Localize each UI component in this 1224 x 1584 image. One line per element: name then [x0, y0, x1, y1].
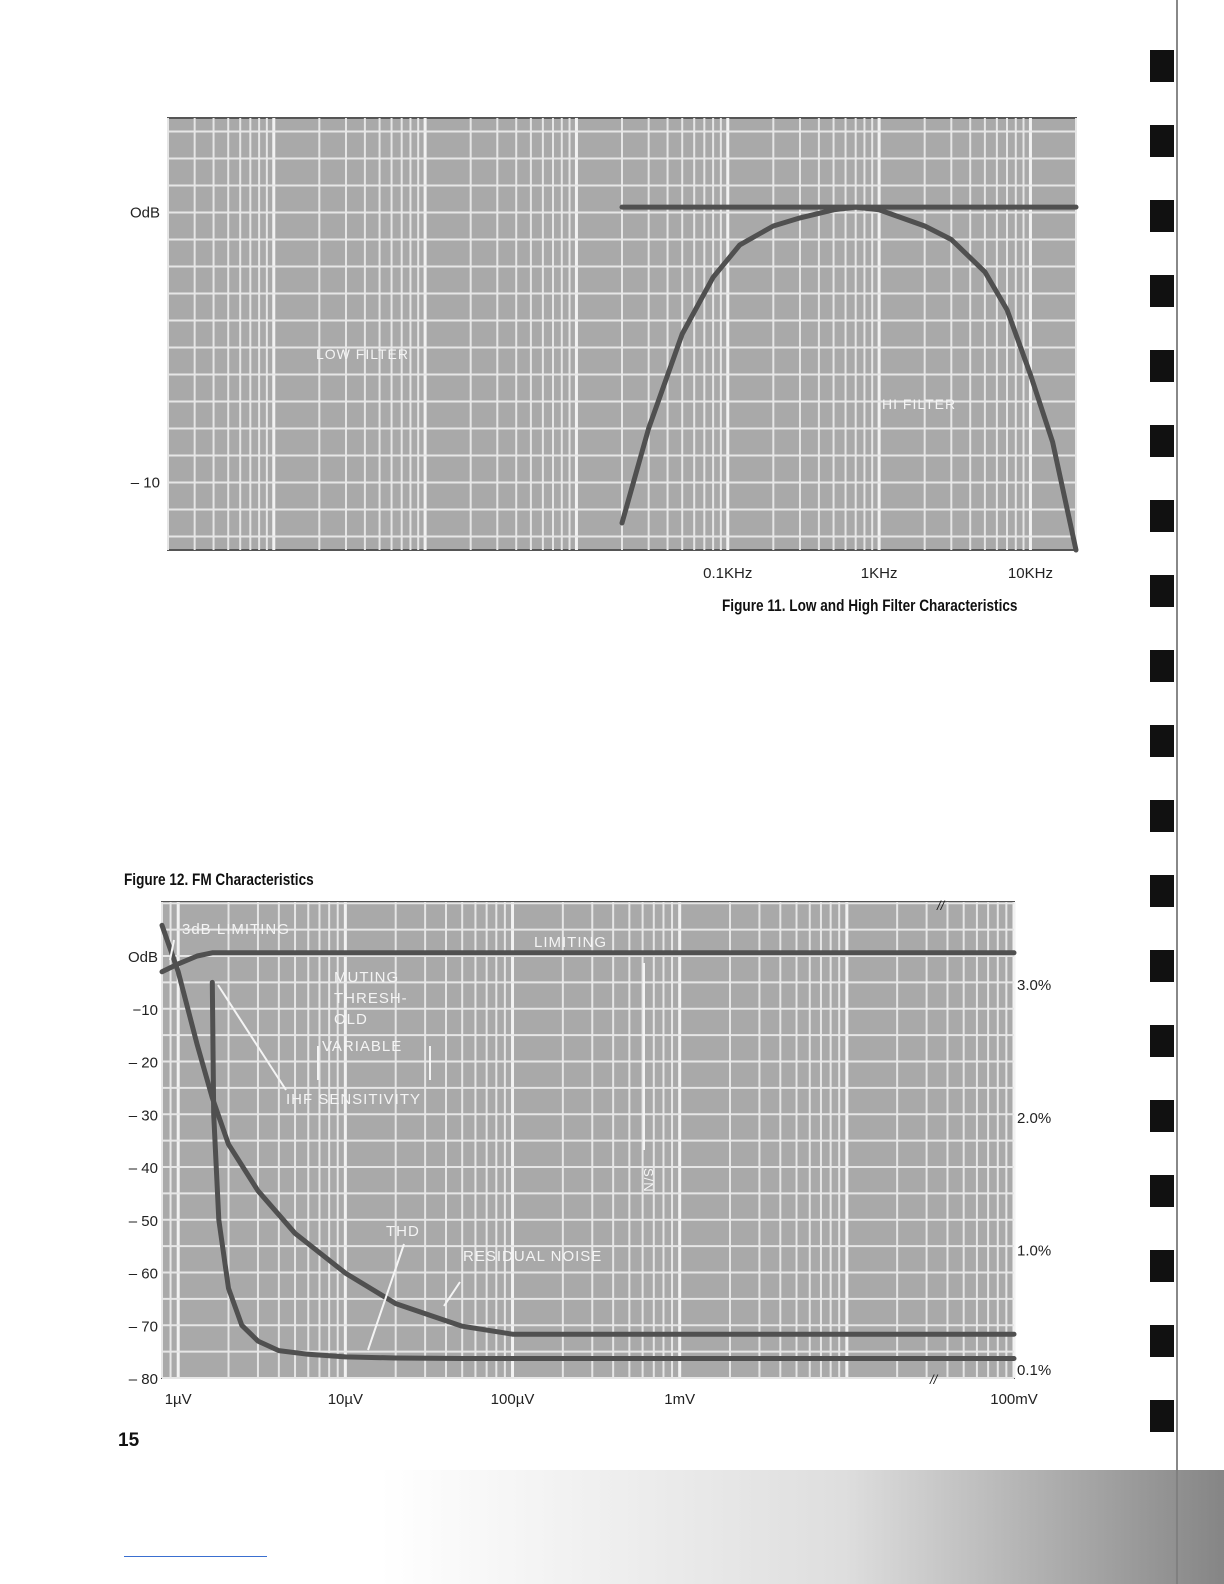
label-limiting: LIMITING — [534, 934, 608, 951]
binding-hole — [1150, 350, 1174, 382]
label-3db-limiting: 3dB LIMITING — [182, 921, 290, 938]
y2-tick-label: 0.1% — [1017, 1362, 1052, 1379]
y-tick-label: – 60 — [128, 1265, 158, 1283]
y-tick-label: −10 — [132, 1001, 158, 1019]
y2-tick-label: 3.0% — [1017, 977, 1052, 994]
label-thresh: THRESH- — [334, 990, 408, 1007]
axis-break-mark: // — [930, 1372, 938, 1387]
x-tick-label: 1mV — [664, 1391, 696, 1408]
binding-hole — [1150, 425, 1174, 457]
binding-hole — [1150, 1175, 1174, 1207]
x-tick-label: 10µV — [327, 1391, 364, 1408]
binding-hole — [1150, 1100, 1174, 1132]
hi-filter-label: HI FILTER — [882, 396, 957, 412]
footer-rule — [124, 1556, 267, 1557]
y-tick-label: – 10 — [130, 474, 160, 492]
binding-hole — [1150, 1325, 1174, 1357]
binding-hole — [1150, 50, 1174, 82]
y-tick-label: – 50 — [128, 1212, 158, 1230]
spiral-binding — [1150, 0, 1224, 1584]
y-tick-label: OdB — [129, 204, 160, 222]
x-tick-label: 1KHz — [860, 565, 898, 582]
y-tick-label: – 70 — [128, 1318, 158, 1336]
y-tick-label: – 80 — [128, 1371, 158, 1388]
binding-hole — [1150, 1250, 1174, 1282]
low-filter-label: LOW FILTER — [316, 346, 409, 362]
x-tick-label: 100µV — [490, 1391, 535, 1408]
binding-hole — [1150, 875, 1174, 907]
binding-hole — [1150, 200, 1174, 232]
figure-12-caption: Figure 12. FM Characteristics — [124, 870, 314, 889]
y2-tick-label: 1.0% — [1017, 1242, 1052, 1260]
binding-hole — [1150, 575, 1174, 607]
label-residual-noise: RESIDUAL NOISE — [463, 1248, 603, 1265]
figure-12-chart — [0, 880, 1224, 1420]
label-ihf-sensitivity: IHF SENSITIVITY — [286, 1091, 422, 1108]
binding-hole — [1150, 1025, 1174, 1057]
binding-hole — [1150, 950, 1174, 982]
y-tick-label: – 40 — [128, 1160, 158, 1177]
label-muting: MUTING — [334, 969, 400, 986]
label-thd: THD — [386, 1223, 420, 1240]
binding-hole — [1150, 275, 1174, 307]
x-tick-label: 0.1KHz — [703, 565, 753, 582]
binding-hole — [1150, 725, 1174, 757]
y-tick-label: – 30 — [128, 1107, 158, 1125]
y-tick-label: – 20 — [128, 1054, 158, 1072]
y-tick-label: OdB — [127, 949, 158, 966]
x-tick-label: 1µV — [164, 1391, 192, 1408]
label-sn: S/N — [641, 1168, 656, 1193]
axis-break-mark: // — [937, 898, 945, 913]
y2-tick-label: 2.0% — [1017, 1109, 1052, 1127]
x-tick-label: 10KHz — [1007, 565, 1053, 582]
binding-hole — [1150, 800, 1174, 832]
label-variable: VARIABLE — [322, 1038, 403, 1055]
label-old: OLD — [334, 1011, 368, 1028]
binding-hole — [1150, 650, 1174, 682]
binding-hole — [1150, 125, 1174, 157]
page-shadow — [380, 1470, 1224, 1584]
figure-11-caption: Figure 11. Low and High Filter Characteristics — [722, 596, 1018, 615]
figure-11-chart — [0, 0, 1224, 600]
x-tick-label: 100mV — [990, 1391, 1038, 1408]
page-number: 15 — [118, 1430, 140, 1451]
binding-hole — [1150, 1400, 1174, 1432]
binding-hole — [1150, 500, 1174, 532]
